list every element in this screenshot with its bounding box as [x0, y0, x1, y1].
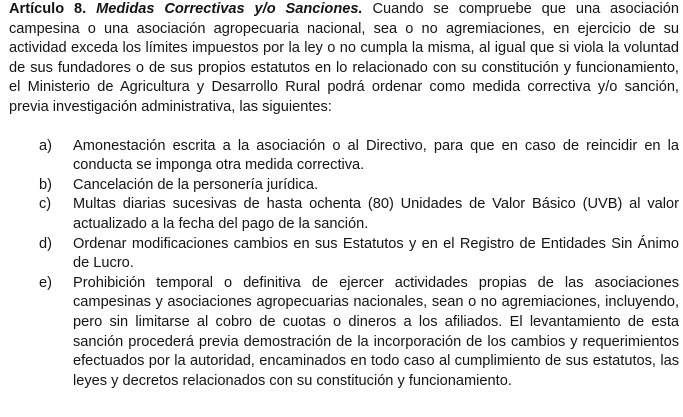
- article-intro: Cuando se compruebe que una asociación campesina o una asociación agropecuaria nacional, sea o no agremiaciones, en ejercicio de su actividad exceda los límites impuestos por la ley o no cumpla la misma, al igual que si viola la voluntad de sus fundadores o de sus propios estatutos en lo relacionado con su constitución y funcionamiento, el Ministerio de Agricultura y Desarrollo Rural podrá ordenar como medida correctiva y/o sanción, previa investigación administrativa, las siguientes:: [9, 1, 680, 115]
- list-item-text: Ordenar modificaciones cambios en sus Estatutos y en el Registro de Entidades Sin Ánimo de Lucro.: [73, 235, 679, 272]
- list-item: [9, 137, 679, 176]
- list-marker: e): [39, 274, 52, 291]
- list-item: [9, 235, 679, 274]
- article-heading: Artículo 8.: [9, 1, 87, 17]
- list-item: [9, 176, 679, 196]
- list-item: [9, 274, 679, 392]
- document-page: [9, 0, 679, 391]
- list-marker: b): [39, 176, 52, 193]
- list-item-text: Amonestación escrita a la asociación o al Directivo, para que en caso de reincidir en la conducta se imponga otra medida correctiva.: [73, 137, 679, 174]
- list-marker: a): [39, 137, 52, 154]
- list-item-text: Cancelación de la personería jurídica.: [73, 176, 318, 193]
- list-marker: d): [39, 235, 52, 252]
- sanctions-list: [9, 137, 679, 392]
- list-item: [9, 195, 679, 234]
- article-title: Medidas Correctivas y/o Sanciones.: [96, 1, 363, 17]
- list-marker: c): [39, 196, 52, 213]
- article-paragraph: [9, 0, 679, 118]
- list-item-text: Prohibición temporal o definitiva de ejercer actividades propias de las asociaciones campesinas y asociaciones agropecuarias nacionales, sean o no agremiaciones, incluyendo, pero sin limitarse al cobro de cuotas o dineros a los afiliados. El levantamiento de esta sanción procederá previa demostración de la incorporación de los cambios y requerimientos efectuados por la autoridad, encaminados en todo caso al cumplimiento de sus estatutos, las leyes y decretos relacionados con su constitución y funcionamiento.: [73, 274, 679, 389]
- list-item-text: Multas diarias sucesivas de hasta ochenta (80) Unidades de Valor Básico (UVB) al valor actualizado a la fecha del pago de la sanción.: [73, 196, 679, 232]
